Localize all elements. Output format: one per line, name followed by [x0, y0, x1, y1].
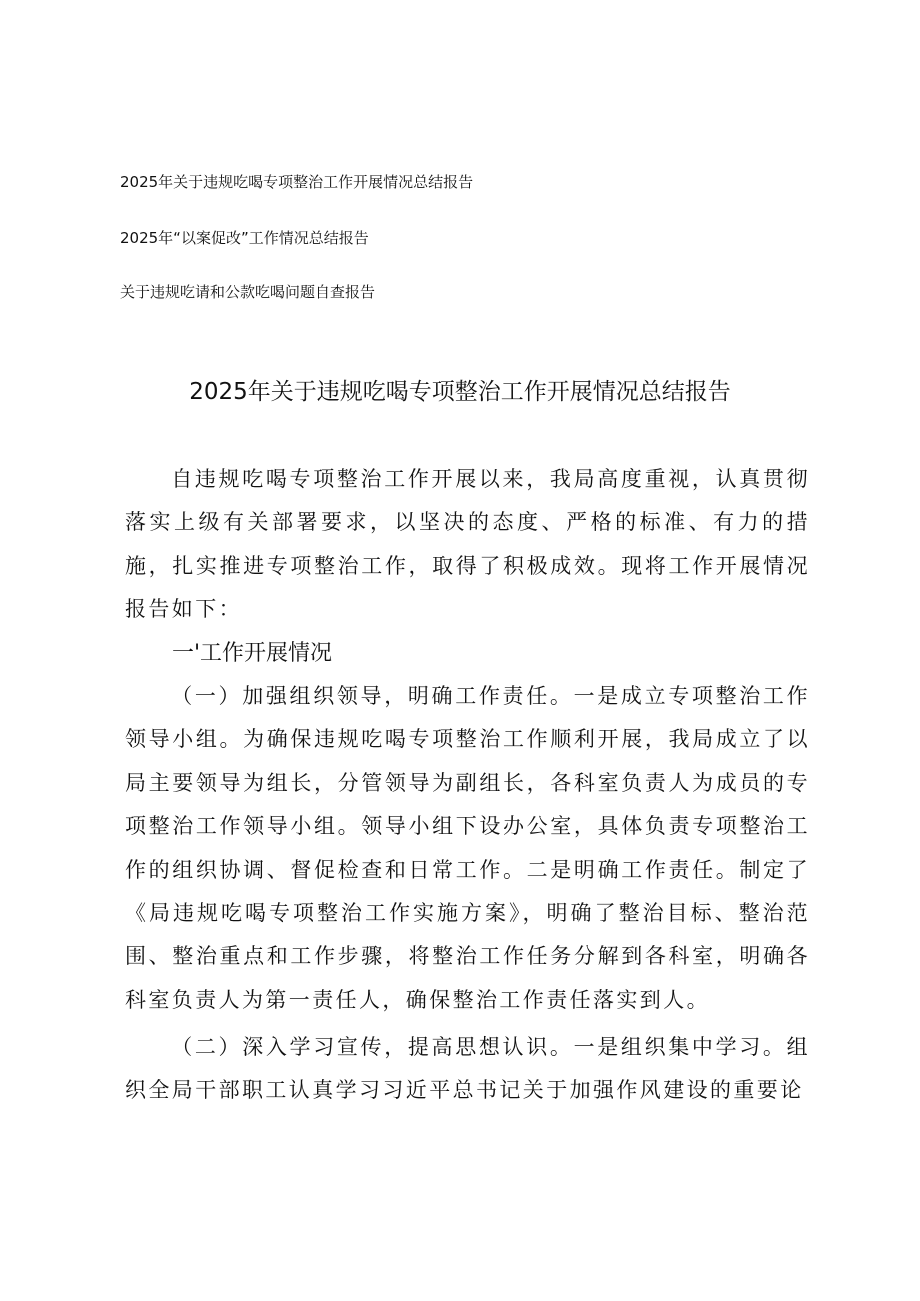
intro-paragraph: 自违规吃喝专项整治工作开展以来，我局高度重视，认真贯彻落实上级有关部署要求，以坚决的态度、严格的标准、有力的措施，扎实推进专项整治工作，取得了积极成效。现将工作开展情况报告如下：: [125, 467, 810, 622]
toc-item-1[interactable]: 2025年关于违规吃喝专项整治工作开展情况总结报告: [120, 173, 474, 191]
toc-item-3[interactable]: 关于违规吃请和公款吃喝问题自查报告: [120, 283, 376, 301]
toc-item-2[interactable]: 2025年“以案促改”工作情况总结报告: [120, 229, 369, 247]
document-title: 2025年关于违规吃喝专项整治工作开展情况总结报告: [189, 379, 731, 405]
section-heading: 一'工作开展情况: [172, 641, 333, 666]
paragraph-2: （二）深入学习宣传，提高思想认识。一是组织集中学习。组织全局干部职工认真学习习近平总书记关于加强作风建设的重要论: [125, 1035, 810, 1103]
paragraph-1: （一）加强组织领导，明确工作责任。一是成立专项整治工作领导小组。为确保违规吃喝专项整治工作顺利开展，我局成立了以局主要领导为组长，分管领导为副组长，各科室负责人为成员的专项整治工作领导小组。领导小组下设办公室，具体负责专项整治工作的组织协调、督促检查和日常工作。二是明确工作责任。制定了《局违规吃喝专项整治工作实施方案》，明确了整治目标、整治范围、整治重点和工作步骤，将整治工作任务分解到各科室，明确各科室负责人为第一责任人，确保整治工作责任落实到人。: [125, 684, 810, 1012]
